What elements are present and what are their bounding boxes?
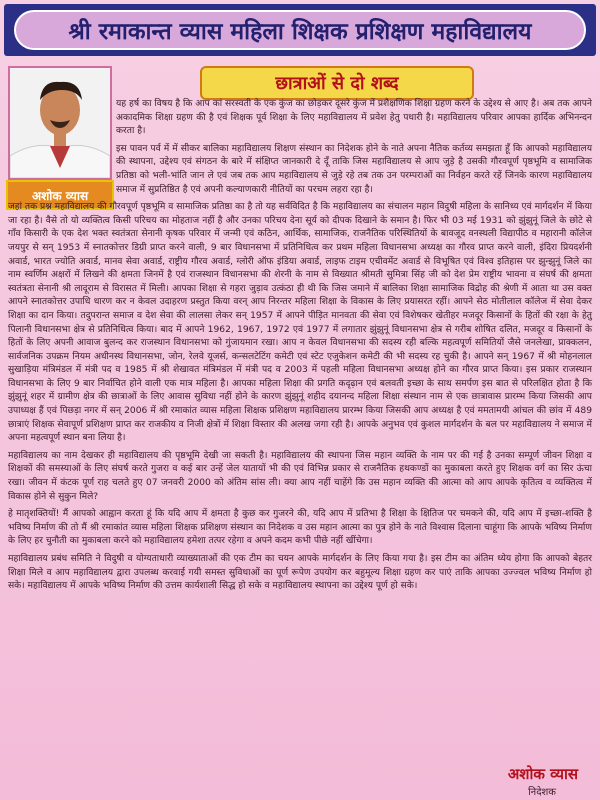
director-name-label: अशोक व्यास: [6, 180, 114, 210]
signature-name: अशोक व्यास: [507, 765, 578, 783]
college-title: श्री रमाकान्त व्यास महिला शिक्षक प्रशिक्षण महाविद्यालय: [68, 19, 532, 45]
paragraph: यह हर्ष का विषय है कि आप कां सरस्वती के एक कुंज का छोड़कर दूसरे कुंज में प्रशैक्षणिक शिक्षा ग्रहण करने के उद्देश्य से आए है। अब तक आपने अकादमिक शिक्षा ग्रहण की है एवं शिक्षक पूर्व शिक्षा के लिए महाविद्यालय में प्रवेश हेतु पधारी है। महाविद्यालय परिवार आपका हार्दिक अभिनन्दन करता है।: [116, 99, 592, 137]
paragraph: महाविद्यालय प्रबंध समिति ने विदुषी व योग्यताधारी व्याख्याताओं की एक टीम का चयन आपके मार्गदर्शन के लिए किया गया है। इस टीम का अंतिम ध्येय होगा कि आपको बेहतर शिक्षा मिले व आप महाविद्यालय द्वारा उपलब्ध करवाई गयी समस्त सुविधाओं का पूर्ण रूपेण उपयोग कर बहुमूल्य शिक्षा ग्रहण कर पाएं ताकि आपका उज्ज्वल भविष्य निर्माण हो सके। महाविद्यालय में आपके भविष्य निर्माण की उत्तम कार्यशाली सिद्ध हो सके व महाविद्यालय स्थापना का उद्देश्य पूर्ण हो सके।: [8, 554, 592, 592]
college-banner: [4, 4, 596, 56]
letter-body: [8, 98, 592, 764]
signature-title: निदेशक: [528, 787, 556, 798]
section-heading: छात्राओं से दो शब्द: [275, 73, 399, 94]
paragraph: महाविद्यालय का नाम देखकर ही महाविद्यालय की पृष्ठभूमि देखी जा सकती है। महाविद्यालय की स्थापना जिस महान व्यक्ति के नाम पर की गई है उनका सम्पूर्ण जीवन शिक्षा व शिक्षकों की समस्याओं के लिए संघर्ष करते गुजरा व कई बार उन्हें जेल यातायों भी की एवं विभिन्न प्रकार से राजनैतिक हथकण्डों का मुकाबला करते हुए शिक्षक वर्ग का सिर ऊंचा रखा। जीवन में कंटक पूर्ण राह चलते हुए 07 जनवरी 2000 को अंतिम सांस ली। क्या आप नहीं चाहेंगे कि उस महान व्यक्ति की आत्मा को आप आपके कृतित्व व व्यक्तित्व में विकास होने से सुकुन मिले?: [8, 450, 592, 502]
paragraph: हे मातृशक्तियों! मैं आपको आह्वान करता हूं कि यदि आप में क्षमता है कुछ कर गुजरने की, यदि आप में प्रतिभा है शिक्षा के क्षितिज पर चमकने की, यदि आप में इच्छा-शक्ति है भविष्य निर्माण की तो मैं श्री रमाकांत व्यास महिला शिक्षक प्रशिक्षण संस्थान का निदेशक व उस महान आत्मा का पुत्र होने के नाते विश्वास दिलाना चाहूंगा कि आपके भविष्य निर्माण के लिए हर चुनौती का मुकाबला करने को महाविद्यालय हमेशा तत्पर रहेगा व अपने कदम कभी पीछे नहीं खींचेगा।: [8, 509, 592, 547]
paragraph: इस पावन पर्व में में सीकर बालिका महाविद्यालय शिक्षण संस्थान का निदेशक होने के नाते अपना नैतिक कर्तव्य समझता हूँ कि आपको महाविद्यालय की स्थापना, उद्देश्य एवं संगठन के बारे में संक्षिप्त जानकारी दे दूँ ताकि जिस महाविद्यालय से आप जुड़े है उसकी गौरवपूर्ण पृष्ठभूमि व सामाजिक प्रतिष्ठा को भली-भांति जान ले एवं जब तक आप महाविद्यालय से जुड़े रहे तब तक उन परम्पराओं का निर्वहन करते रहें जिनके कारण महाविद्यालय समाज में सुप्रतिष्ठित है एवं अपनी कल्याणकारी नीतियों का परचम लहरा रहा है।: [116, 143, 592, 195]
paragraph: जहां तक प्रश्न महाविद्यालय की गौरवपूर्ण पृष्ठभूमि व सामाजिक प्रतिष्ठा का है तो यह सर्वविदित है कि महाविद्यालय का संचालन महान विदुषी महिला के सानिध्य एवं मार्गदर्शन में किया जा रहा है। वैसे तो यो व्यक्तित्व किसी परिचय का मोहताज नहीं है और उनका परिचय देना सूर्य को दीपक दिखाने के समान है। फिर भी 03 मई 1931 को झुंझुनूं जिले के छोटे से गाँव किसारी के एक देश भक्त स्वतंत्रता सेनानी कृषक परिवार में जन्मी एवं कठिन, आर्थिक, सामाजिक, राजनैतिक परिस्थितियों के बावजूद वनस्थली विद्यापीठ व महारानी कॉलेज जयपुर से सन् 1953 में स्नातकोत्तर डिग्री प्राप्त करने वाली, 9 बार विधानसभा में प्रतिनिधित्व कर प्रथम महिला विधानसभा अध्यक्ष का गौरव प्राप्त करने वाली, इंदिरा प्रियदर्शनी अवार्ड, भारत ज्योति अवार्ड, मानव सेवा अवार्ड, राष्ट्रीय गौरव अवार्ड, ग्लोरी ऑफ इंडिया अवार्ड, लाइफ टाइम एचीवमेंट अवार्ड से विभूषित एवं विश्व इतिहास पर झुन्झुनूं जिले का नाम स्वर्णिम अक्षरों में लिखने की क्षमता जिनमें है एवं राजस्थान विधानसभा की शेरनी के नाम से विख्यात श्रीमती सुमित्रा सिंह जी को देश प्रेम राष्ट्रीय भावना व संघर्ष की क्षमता स्वतंत्रता सेनानी श्री लादूराम से विरासत में मिली। आपका शिक्षा से गहरा जुड़ाव उत्कंठा ही थी कि जिस जमाने में बालिका शिक्षा सामाजिक विद्रोह की श्रेणी में आता था उस वक्त आपने स्नातकोत्तर उपाधि धारण कर न केवल उदाहरण प्रस्तुत किया वरन् आप निरन्तर महिला शिक्षा के विकास के लिए प्रयासरत रहीं। आपने सेठ मोतीलाल कॉलेज में सेवा देकर शिक्षा का दान किया। तदुपरान्त समाज व देश सेवा की लालसा लेकर सन् 1957 में आपने पीड़ित मानवता की सेवा एवं विशेषकर खेतीहर मजदूर किसानों के हितों की रक्षा के हेतु पिलानी विधानसभा क्षेत्र से प्रतिनिधित्व किया। बाद में आपने 1962, 1967, 1972 एवं 1977 में लगातार झुंझुनूं विधानसभा क्षेत्र से गरीब शोषित दलित, मजदूर व किसानों के हितों के लिए अपनी आवाज बुलन्द कर राजस्थान विधानसभा को गुंजायमान रखा। आप न केवल विधानसभा की सदस्य रही बल्कि महत्वपूर्ण समितियों जैसे जनलेखा, प्राक्कलन, सार्वजनिक उपक्रम नियम अधीनस्थ विधानसभा, जोन, रेलवे यूजर्स, कन्सलटेटिंग कमेटी एवं स्टेट एजुकेशन कमेटी की भी सदस्य रह चुकी है। आपने सन् 1967 में श्री मोहनलाल सुखाड़िया मंत्रिमंडल में मंत्री पद व 1985 में श्री शेखावत मंत्रिमंडल में मंत्री पद व 2003 में पहली महिला विधानसभा अध्यक्ष होने का गौरव प्राप्त किया। इस प्रकार राजस्थान विधानसभा के लिए 9 बार निर्वाचित होने वाली एक मात्र महिला है। आपका महिला शिक्षा की प्रगति कदृढ़ान एवं बलवती इच्छा के साथ समर्पण इस बात से परिलक्षित होता है कि झुंझुनूं शहर में ग्रामीण क्षेत्र की छात्राओं के लिए आवास सुविधा नहीं होने के कारण झुंझुनूं शहीद दयानन्द महिला शिक्षा संस्थान नाम से एक छात्रावास प्रारम्भ किया जिसकी आप उपाध्यक्ष हैं एवं पिछड़ा नगर में सन् 2006 में श्री रमाकांत व्यास महिला शिक्षक प्रशिक्षण महाविद्यालय प्रारम्भ किया जिसकी आप अध्यक्ष है एवं ममतामयी आंचल की छांव में 489 छात्राएं शिक्षक सेवापूर्ण प्रशिक्षण प्राप्त कर राजकीय व निजी क्षेत्रों में शिक्षा विस्तार की अलख जगा रही है। आपके अनुभव एवं कुशल मार्गदर्शन के बल पर महाविद्यालय ने समाज में अपना महत्वपूर्ण स्थान बना लिया है।: [8, 202, 592, 444]
college-banner-inner: [14, 10, 586, 50]
section-heading-box: [200, 66, 474, 100]
